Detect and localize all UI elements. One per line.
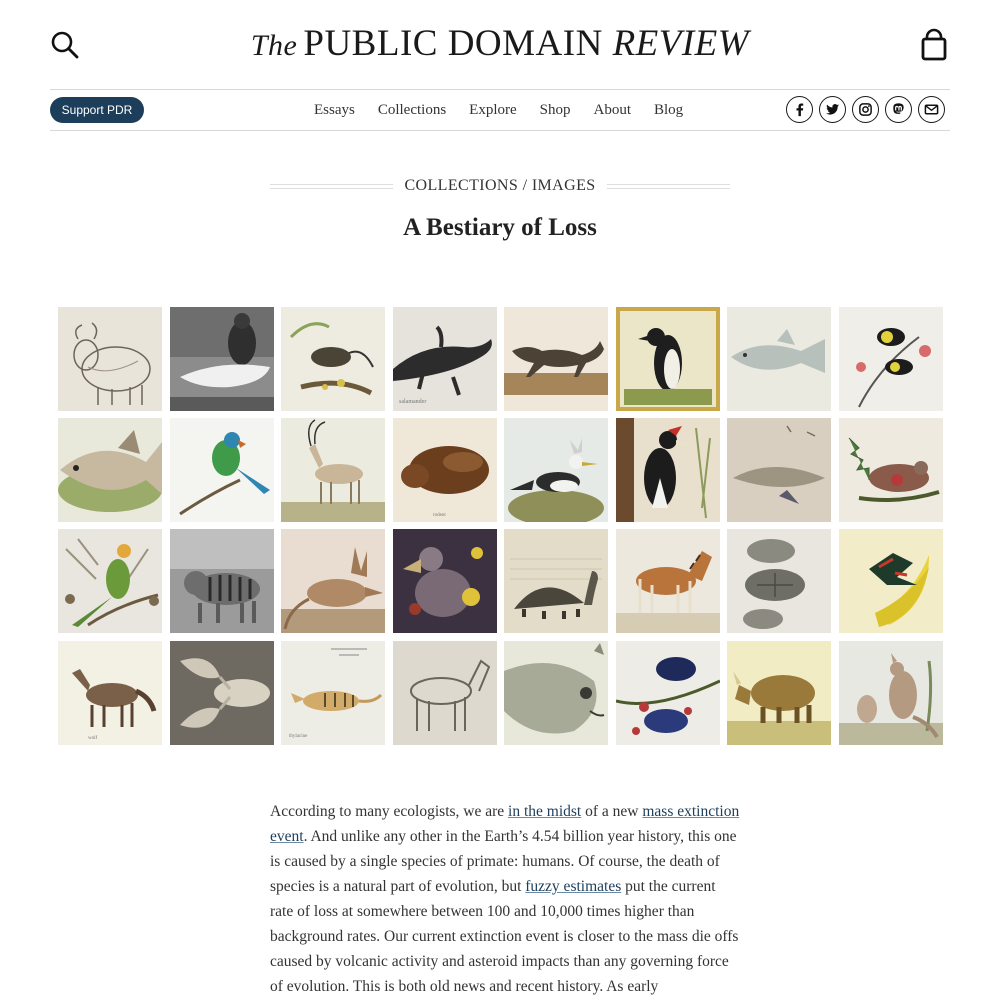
site-logo[interactable]: [0, 22, 1000, 68]
article-text-1: According to many ecologists, we are: [270, 803, 509, 820]
gallery-tile-zebra-sketch[interactable]: [393, 641, 497, 745]
gallery-tile-rodent[interactable]: [393, 418, 497, 522]
logo-the: The: [250, 29, 298, 62]
gallery-tile-giant-tortoise[interactable]: [504, 529, 608, 633]
nav-item-collections[interactable]: Collections: [377, 102, 447, 118]
gallery-tile-rhinoceros[interactable]: [727, 641, 831, 745]
logo-review: REVIEW: [612, 23, 750, 64]
email-icon[interactable]: [918, 96, 945, 123]
main-nav: [314, 98, 706, 122]
gallery-tile-thylacine[interactable]: [281, 641, 385, 745]
header-divider-top: [50, 89, 950, 90]
svg-text:thylacine: thylacine: [289, 734, 308, 739]
article-body: [270, 799, 740, 999]
gallery-tile-sea-cow[interactable]: [727, 418, 831, 522]
gallery-tile-dodo[interactable]: [393, 529, 497, 633]
article-text-4: put the current rate of loss at somewhere between 100 and 10,000 times higher than background rates. Our current extinction event is closer to the mass die offs caused by volcanic activity and asteroid impacts than any governing force of evolution. This is both old news and recent history. As early: [270, 878, 739, 995]
nav-item-about[interactable]: About: [593, 102, 631, 118]
article-text-3: . And unlike any other in the Earth’s 4.54 billion year history, this one is caused by a single species of primate: humans. Of course, the death of species is a natural part of evolution, but: [270, 828, 737, 895]
shopping-bag-icon[interactable]: [918, 28, 950, 62]
gallery-tile-blue-birds[interactable]: [616, 641, 720, 745]
gallery-tile-butterfly-bananas[interactable]: [839, 529, 943, 633]
support-pdr-button[interactable]: Support PDR: [50, 97, 144, 123]
gallery-tile-kangaroos[interactable]: [839, 641, 943, 745]
gallery-tile-fish-head[interactable]: [504, 641, 608, 745]
mastodon-icon[interactable]: [885, 96, 912, 123]
page-title: A Bestiary of Loss: [403, 214, 597, 241]
twitter-icon[interactable]: [819, 96, 846, 123]
breadcrumb-text[interactable]: COLLECTIONS / IMAGES: [404, 177, 596, 194]
gallery-tile-bird-branch[interactable]: [281, 307, 385, 411]
logo-main: PUBLIC DOMAIN: [303, 23, 603, 64]
gallery-tile-tortoise-shells[interactable]: [727, 529, 831, 633]
svg-text:wolf: wolf: [88, 736, 98, 741]
facebook-icon[interactable]: [786, 96, 813, 123]
svg-text:salamander: salamander: [399, 399, 427, 405]
breadcrumb: [270, 172, 730, 200]
nav-item-blog[interactable]: Blog: [654, 102, 684, 118]
gallery-tile-bandicoot[interactable]: [281, 529, 385, 633]
gallery-tile-gazelle[interactable]: [281, 418, 385, 522]
nav-item-shop[interactable]: Shop: [539, 102, 571, 118]
header-divider-bottom: [50, 130, 950, 131]
article-text-2: of a new: [581, 803, 643, 820]
image-gallery: [58, 307, 943, 746]
gallery-tile-wolf-running[interactable]: [504, 307, 608, 411]
gallery-tile-salamander[interactable]: [393, 307, 497, 411]
link-fuzzy-estimates[interactable]: fuzzy estimates: [525, 878, 622, 895]
gallery-tile-aurochs[interactable]: [58, 307, 162, 411]
gallery-tile-dolphin-photo[interactable]: [170, 307, 274, 411]
site-header: [0, 0, 1000, 88]
gallery-tile-great-auk[interactable]: [616, 307, 720, 411]
gallery-tile-fish-2[interactable]: [58, 418, 162, 522]
svg-text:rodent: rodent: [433, 513, 446, 518]
gallery-tile-dove-holly[interactable]: [839, 418, 943, 522]
gallery-tile-crayfish[interactable]: [170, 641, 274, 745]
gallery-tile-quagga[interactable]: [616, 529, 720, 633]
link-in-the-midst[interactable]: in the midst: [508, 803, 582, 820]
gallery-tile-green-parakeet[interactable]: [170, 418, 274, 522]
nav-item-explore[interactable]: Explore: [469, 102, 517, 118]
gallery-tile-woodpecker[interactable]: [616, 418, 720, 522]
social-links: [786, 96, 945, 123]
breadcrumb-rule-right: [607, 184, 730, 189]
gallery-tile-wolf[interactable]: [58, 641, 162, 745]
gallery-tile-carolina-parakeet[interactable]: [58, 529, 162, 633]
gallery-tile-yellow-birds[interactable]: [839, 307, 943, 411]
gallery-tile-fish[interactable]: [727, 307, 831, 411]
breadcrumb-rule-left: [270, 184, 393, 189]
link-mass-extinction-event[interactable]: mass extinction event: [270, 803, 740, 845]
gallery-tile-crested-bird[interactable]: [504, 418, 608, 522]
nav-item-essays[interactable]: Essays: [314, 102, 355, 118]
instagram-icon[interactable]: [852, 96, 879, 123]
gallery-tile-tiger-photo[interactable]: [170, 529, 274, 633]
